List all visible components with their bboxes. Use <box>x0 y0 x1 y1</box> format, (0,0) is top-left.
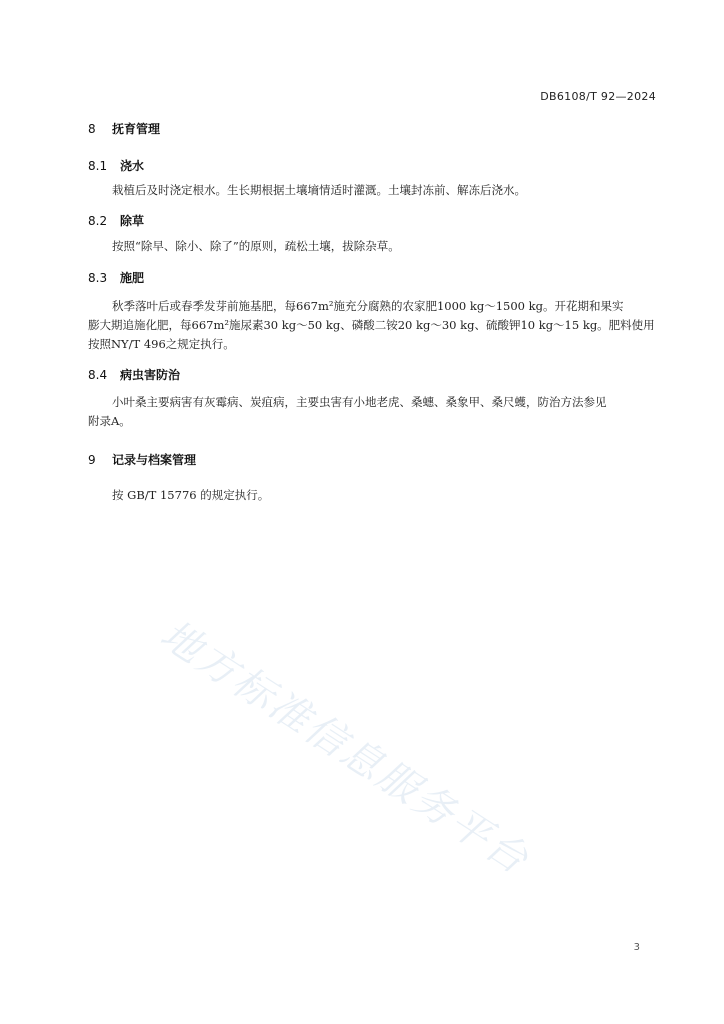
section-8-2-body <box>88 237 655 256</box>
watermark: 地方标准信息服务平台 <box>152 611 538 885</box>
standard-code: DB6108/T 92—2024 <box>540 90 656 103</box>
paragraph-line: 附录A。 <box>88 414 131 428</box>
section-number: 8.1 <box>88 159 108 173</box>
section-number: 8.2 <box>88 214 108 228</box>
section-title: 浇水 <box>120 159 145 173</box>
section-title: 抚育管理 <box>112 122 161 136</box>
section-number: 8 <box>88 122 96 136</box>
section-title: 记录与档案管理 <box>112 453 197 467</box>
paragraph-line: 膨大期追施化肥，每667m²施尿素30 kg～50 kg、磷酸二铵20 kg～30 kg、硫酸钾10 kg～15 kg。肥料使用 <box>88 318 655 332</box>
section-8-4-body <box>88 393 655 431</box>
section-8-1-heading <box>88 157 144 174</box>
section-8-1-body <box>88 181 655 200</box>
section-8-2-heading <box>88 212 144 229</box>
section-8-heading <box>88 120 160 137</box>
section-number: 9 <box>88 453 96 467</box>
section-title: 除草 <box>120 214 145 228</box>
paragraph-line: 按照“除早、除小、除了”的原则，疏松土壤，拔除杂草。 <box>112 239 400 253</box>
paragraph-line: 按照NY/T 496之规定执行。 <box>88 337 235 351</box>
paragraph-line: 栽植后及时浇定根水。生长期根据土壤墒情适时灌溉。土壤封冻前、解冻后浇水。 <box>112 183 526 197</box>
section-number: 8.4 <box>88 368 108 382</box>
section-9-body <box>88 486 655 505</box>
section-8-3-heading <box>88 269 144 286</box>
paragraph-line: 小叶桑主要病害有灰霉病、炭疽病，主要虫害有小地老虎、桑蟪、桑象甲、桑尺蠖，防治方法参见 <box>112 395 607 409</box>
section-title: 施肥 <box>120 271 145 285</box>
paragraph-line: 秋季落叶后或春季发芽前施基肥，每667m²施充分腐熟的农家肥1000 kg～1500 kg。开花期和果实 <box>112 299 624 313</box>
section-8-3-body <box>88 297 655 354</box>
section-8-4-heading <box>88 366 180 383</box>
section-number: 8.3 <box>88 271 108 285</box>
section-9-heading <box>88 451 196 468</box>
page-number: 3 <box>633 942 640 953</box>
section-title: 病虫害防治 <box>120 368 181 382</box>
paragraph-line: 按 GB/T 15776 的规定执行。 <box>112 488 270 502</box>
